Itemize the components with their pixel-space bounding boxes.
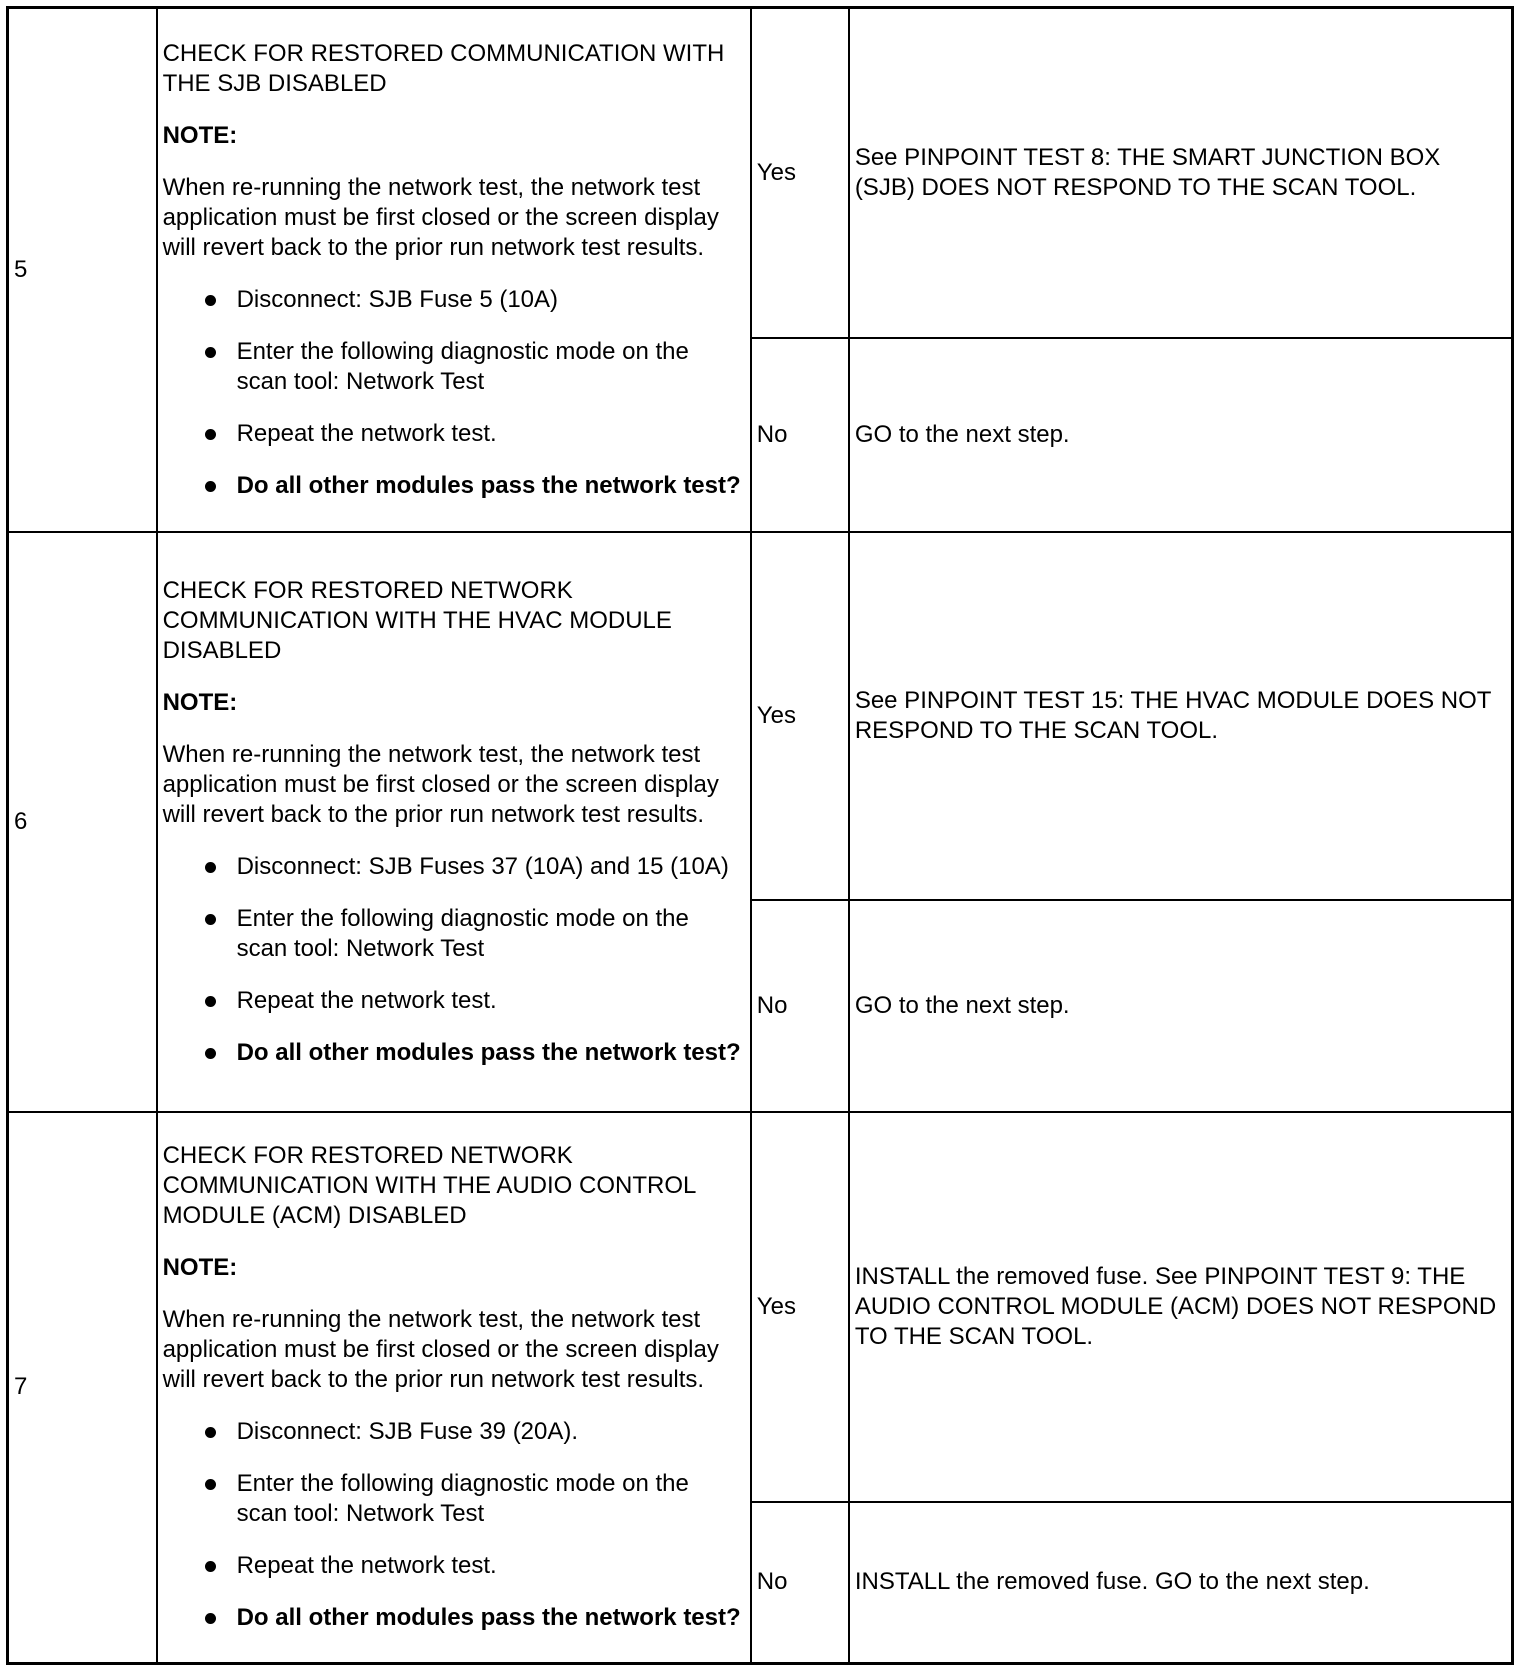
substep-item: Repeat the network test. — [237, 986, 745, 1016]
note-heading: NOTE: — [162, 688, 238, 716]
step-action — [157, 1112, 751, 1664]
answer-no: No — [751, 900, 849, 1112]
step-7-yes-row — [8, 1112, 1513, 1502]
result-no: GO to the next step. — [849, 900, 1513, 1112]
step-action — [157, 532, 751, 1112]
note-text: When re-running the network test, the network test application must be first closed or the screen display will revert back to the prior run network test results. — [162, 173, 719, 261]
result-yes: See PINPOINT TEST 15: THE HVAC MODULE DOES NOT RESPOND TO THE SCAN TOOL. — [849, 532, 1513, 900]
note-text: When re-running the network test, the network test application must be first closed or the screen display will revert back to the prior run network test results. — [162, 740, 719, 828]
substep-item: Repeat the network test. — [237, 1551, 745, 1581]
answer-no: No — [751, 1502, 849, 1664]
step-number: 5 — [8, 8, 157, 532]
substep-item: Repeat the network test. — [237, 419, 745, 449]
substep-item: Enter the following diagnostic mode on the scan tool: Network Test — [237, 904, 745, 964]
result-yes: See PINPOINT TEST 8: THE SMART JUNCTION BOX (SJB) DOES NOT RESPOND TO THE SCAN TOOL. — [849, 8, 1513, 338]
note-text: When re-running the network test, the network test application must be first closed or the screen display will revert back to the prior run network test results. — [162, 1306, 719, 1394]
step-title: CHECK FOR RESTORED COMMUNICATION WITH THE SJB DISABLED — [162, 39, 725, 97]
step-question: Do all other modules pass the network test? — [237, 1038, 745, 1068]
step-question: Do all other modules pass the network test? — [237, 1603, 745, 1633]
result-yes: INSTALL the removed fuse. See PINPOINT TEST 9: THE AUDIO CONTROL MODULE (ACM) DOES NOT RESPOND TO THE SCAN TOOL. — [849, 1112, 1513, 1502]
substep-list — [163, 1417, 745, 1633]
answer-yes: Yes — [751, 532, 849, 900]
step-5-yes-row — [8, 8, 1513, 338]
note-heading: NOTE: — [162, 121, 238, 149]
substep-item: Enter the following diagnostic mode on the scan tool: Network Test — [237, 337, 745, 397]
substep-list — [163, 285, 745, 501]
result-no: GO to the next step. — [849, 338, 1513, 532]
substep-item: Disconnect: SJB Fuse 5 (10A) — [237, 285, 745, 315]
substep-item: Enter the following diagnostic mode on the scan tool: Network Test — [237, 1469, 745, 1529]
step-6-yes-row — [8, 532, 1513, 900]
substep-list — [163, 852, 745, 1068]
step-question: Do all other modules pass the network test? — [237, 471, 745, 501]
answer-yes: Yes — [751, 8, 849, 338]
note-heading: NOTE: — [162, 1254, 238, 1282]
substep-item: Disconnect: SJB Fuses 37 (10A) and 15 (10A) — [237, 852, 745, 882]
substep-item: Disconnect: SJB Fuse 39 (20A). — [237, 1417, 745, 1447]
step-action — [157, 8, 751, 532]
step-number: 7 — [8, 1112, 157, 1664]
answer-yes: Yes — [751, 1112, 849, 1502]
step-title: CHECK FOR RESTORED NETWORK COMMUNICATION WITH THE AUDIO CONTROL MODULE (ACM) DISABLED — [162, 1142, 696, 1230]
pinpoint-test-table — [6, 6, 1514, 1665]
pinpoint-test-page — [6, 6, 1514, 1664]
step-title: CHECK FOR RESTORED NETWORK COMMUNICATION WITH THE HVAC MODULE DISABLED — [162, 576, 672, 664]
step-number: 6 — [8, 532, 157, 1112]
answer-no: No — [751, 338, 849, 532]
result-no: INSTALL the removed fuse. GO to the next step. — [849, 1502, 1513, 1664]
